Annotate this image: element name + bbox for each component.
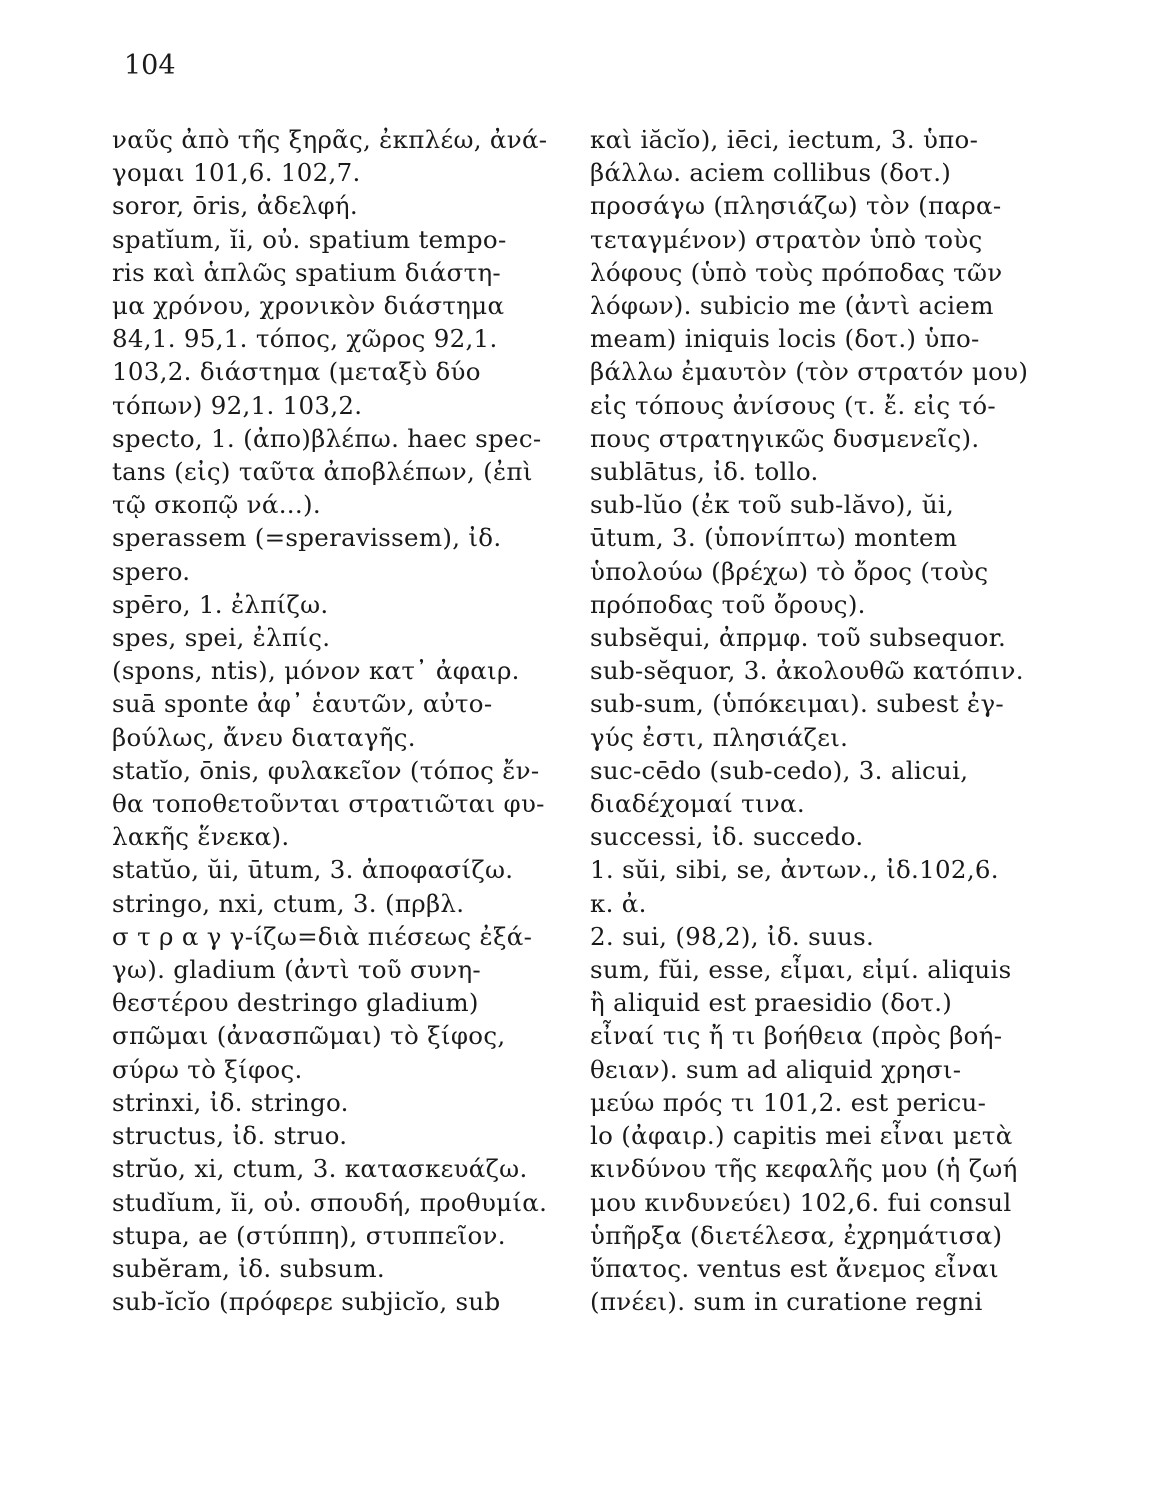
entry-line: βάλλω. aciem collibus (δοτ.) bbox=[590, 158, 952, 188]
entry-line: τόπων) 92,1. 103,2. bbox=[112, 390, 363, 420]
dictionary-entry bbox=[590, 920, 1080, 953]
dictionary-entry bbox=[590, 455, 1080, 488]
entry-line: τεταγμένον) στρατὸν ὑπὸ τοὺς bbox=[590, 224, 983, 254]
entry-line: sperassem (=speravissem), ἰδ. bbox=[112, 523, 502, 553]
entry-line: 103,2. διάστημα (μεταξὺ δύο bbox=[112, 357, 481, 387]
entry-line: ὑπολούω (βρέχω) τὸ ὄρος (τοὺς bbox=[590, 556, 989, 586]
entry-line: θειαν). sum ad aliquid χρησι- bbox=[590, 1054, 962, 1084]
dictionary-entry bbox=[112, 853, 582, 886]
entry-line: γύς ἐστι, πλησιάζει. bbox=[590, 722, 849, 752]
entry-line: stupa, ae (στύππη), στυππεῖον. bbox=[112, 1220, 506, 1250]
entry-line: μεύω πρός τι 101,2. est pericu- bbox=[590, 1087, 987, 1117]
entry-line: lo (ἀφαιρ.) capitis mei εἶναι μετὰ bbox=[590, 1121, 1013, 1151]
entry-line: successi, ἰδ. succedo. bbox=[590, 822, 864, 852]
entry-line: καὶ iăcĭo), iēci, iectum, 3. ὑπο- bbox=[590, 125, 979, 154]
entry-line: λόφων). subicio me (ἀντὶ aciem bbox=[590, 291, 994, 321]
entry-line: εἰς τόπους ἀνίσους (τ. ἔ. εἰς τό- bbox=[590, 390, 996, 420]
entry-line: γω). gladium (ἀντὶ τοῦ συνη- bbox=[112, 955, 481, 985]
entry-line: meam) iniquis locis (δοτ.) ὑπο- bbox=[590, 324, 980, 354]
entry-line: σ τ ρ α γ γ-ίζω=διὰ πιέσεως ἐξά- bbox=[112, 921, 533, 951]
dictionary-entry bbox=[112, 1252, 582, 1285]
page-number: 104 bbox=[124, 50, 176, 81]
right-column bbox=[590, 123, 1080, 1318]
dictionary-entry bbox=[590, 687, 1080, 753]
dictionary-entry bbox=[112, 1219, 582, 1252]
entry-line: sub-lŭo (ἐκ τοῦ sub-lăvo), ŭi, bbox=[590, 490, 955, 520]
entry-line: sub-ĭcĭo (πρόφερε subjicĭo, sub bbox=[112, 1287, 501, 1317]
entry-line: structus, ἰδ. struo. bbox=[112, 1121, 348, 1151]
dictionary-entry bbox=[590, 820, 1080, 853]
entry-line: spēro, 1. ἐλπίζω. bbox=[112, 589, 329, 619]
entry-line: 84,1. 95,1. τόπος, χῶρος 92,1. bbox=[112, 324, 498, 354]
entry-line: subĕram, ἰδ. subsum. bbox=[112, 1253, 385, 1283]
entry-line: statŭo, ŭi, ūtum, 3. ἀποφασίζω. bbox=[112, 855, 514, 885]
entry-line: spero. bbox=[112, 556, 191, 586]
entry-line: πρόποδας τοῦ ὄρους). bbox=[590, 589, 866, 619]
entry-line: τῷ σκοπῷ νά...). bbox=[112, 490, 321, 520]
entry-line: specto, 1. (ἀπο)βλέπω. haec spec- bbox=[112, 423, 542, 453]
entry-line: stringo, nxi, ctum, 3. (πρβλ. bbox=[112, 888, 465, 918]
entry-line: ris καὶ ἁπλῶς spatium διάστη- bbox=[112, 257, 501, 287]
dictionary-entry bbox=[112, 754, 582, 854]
entry-line: spes, spei, ἐλπίς. bbox=[112, 623, 331, 653]
entry-line: sum, fŭi, esse, εἶμαι, εἰμί. aliquis bbox=[590, 955, 1012, 985]
dictionary-entry bbox=[112, 123, 582, 189]
entry-line: studĭum, ĭi, οὐ. σπουδή, προθυμία. bbox=[112, 1187, 548, 1217]
entry-line: εἶναί τις ἤ τι βοήθεια (πρὸς βοή- bbox=[590, 1021, 1003, 1051]
dictionary-entry bbox=[590, 953, 1080, 1318]
dictionary-entry bbox=[112, 887, 582, 1086]
entry-line: ūtum, 3. (ὑπονίπτω) montem bbox=[590, 523, 958, 553]
entry-line: tans (εἰς) ταῦτα ἀποβλέπων, (ἐπὶ bbox=[112, 457, 533, 487]
entry-line: (πνέει). sum in curatione regni bbox=[590, 1287, 983, 1317]
entry-line: ὑπῆρξα (διετέλεσα, ἐχρημάτισα) bbox=[590, 1220, 1003, 1250]
entry-line: sublātus, ἰδ. tollo. bbox=[590, 457, 819, 487]
entry-line: σπῶμαι (ἀνασπῶμαι) τὸ ξίφος, bbox=[112, 1021, 506, 1051]
entry-line: διαδέχομαί τινα. bbox=[590, 789, 805, 819]
entry-line: subsĕqui, ἀπρμφ. τοῦ subsequor. bbox=[590, 623, 1007, 653]
entry-line: strinxi, ἰδ. stringo. bbox=[112, 1087, 349, 1117]
entry-line: spatĭum, ĭi, οὐ. spatium tempo- bbox=[112, 224, 507, 254]
dictionary-entry bbox=[590, 654, 1080, 687]
entry-line: σύρω τὸ ξίφος. bbox=[112, 1054, 303, 1084]
dictionary-entry bbox=[112, 1086, 582, 1119]
dictionary-entry bbox=[590, 123, 1080, 455]
entry-line: βάλλω ἐμαυτὸν (τὸν στρατόν μου) bbox=[590, 357, 1029, 387]
dictionary-entry bbox=[112, 588, 582, 621]
entry-line: sub-sum, (ὑπόκειμαι). subest ἐγ- bbox=[590, 689, 1005, 719]
entry-line: κινδύνου τῆς κεφαλῆς μου (ἡ ζωή bbox=[590, 1154, 1018, 1184]
dictionary-entry bbox=[112, 223, 582, 422]
entry-line: ὕπατος. ventus est ἄνεμος εἶναι bbox=[590, 1253, 999, 1283]
dictionary-entry bbox=[112, 1152, 582, 1185]
dictionary-entry bbox=[112, 521, 582, 587]
left-column bbox=[112, 123, 582, 1318]
entry-line: suā sponte ἀφ᾽ ἑαυτῶν, αὐτο- bbox=[112, 689, 493, 719]
entry-line: λακῆς ἕνεκα). bbox=[112, 822, 290, 852]
dictionary-entry bbox=[112, 1119, 582, 1152]
entry-line: statĭo, ōnis, φυλακεῖον (τόπος ἔν- bbox=[112, 755, 540, 785]
dictionary-entry bbox=[112, 1186, 582, 1219]
entry-line: κ. ἀ. bbox=[590, 888, 647, 918]
dictionary-entry bbox=[112, 1285, 582, 1318]
entry-line: πους στρατηγικῶς δυσμενεῖς). bbox=[590, 423, 980, 453]
entry-line: ναῦς ἀπὸ τῆς ξηρᾶς, ἐκπλέω, ἀνά- bbox=[112, 125, 548, 154]
entry-line: soror, ōris, ἀδελφή. bbox=[112, 191, 358, 221]
dictionary-entry bbox=[112, 189, 582, 222]
entry-line: suc-cēdo (sub-cedo), 3. alicui, bbox=[590, 755, 969, 785]
entry-line: μου κινδυνεύει) 102,6. fui consul bbox=[590, 1187, 1012, 1217]
entry-line: ἢ aliquid est praesidio (δοτ.) bbox=[590, 988, 953, 1018]
entry-line: 1. sŭi, sibi, se, ἀντων., ἰδ.102,6. bbox=[590, 855, 999, 885]
entry-line: sub-sĕquor, 3. ἀκολουθῶ κατόπιν. bbox=[590, 656, 1024, 686]
entry-line: γομαι 101,6. 102,7. bbox=[112, 158, 361, 188]
entry-line: θεστέρου destringo gladium) bbox=[112, 988, 479, 1018]
entry-line: θα τοποθετοῦνται στρατιῶται φυ- bbox=[112, 789, 545, 819]
entry-line: (spons, ntis), μόνον κατ᾽ ἀφαιρ. bbox=[112, 656, 520, 686]
dictionary-entry bbox=[112, 654, 582, 754]
entry-line: 2. sui, (98,2), ἰδ. suus. bbox=[590, 921, 875, 951]
entry-line: λόφους (ὑπὸ τοὺς πρόποδας τῶν bbox=[590, 257, 1003, 287]
entry-line: βούλως, ἄνευ διαταγῆς. bbox=[112, 722, 416, 752]
dictionary-entry bbox=[590, 853, 1080, 919]
dictionary-entry bbox=[590, 621, 1080, 654]
dictionary-entry bbox=[112, 621, 582, 654]
dictionary-entry bbox=[590, 754, 1080, 820]
entry-line: μα χρόνου, χρονικὸν διάστημα bbox=[112, 291, 505, 321]
entry-line: προσάγω (πλησιάζω) τὸν (παρα- bbox=[590, 191, 1002, 221]
entry-line: strŭo, xi, ctum, 3. κατασκευάζω. bbox=[112, 1154, 528, 1184]
dictionary-entry bbox=[112, 422, 582, 522]
dictionary-entry bbox=[590, 488, 1080, 621]
